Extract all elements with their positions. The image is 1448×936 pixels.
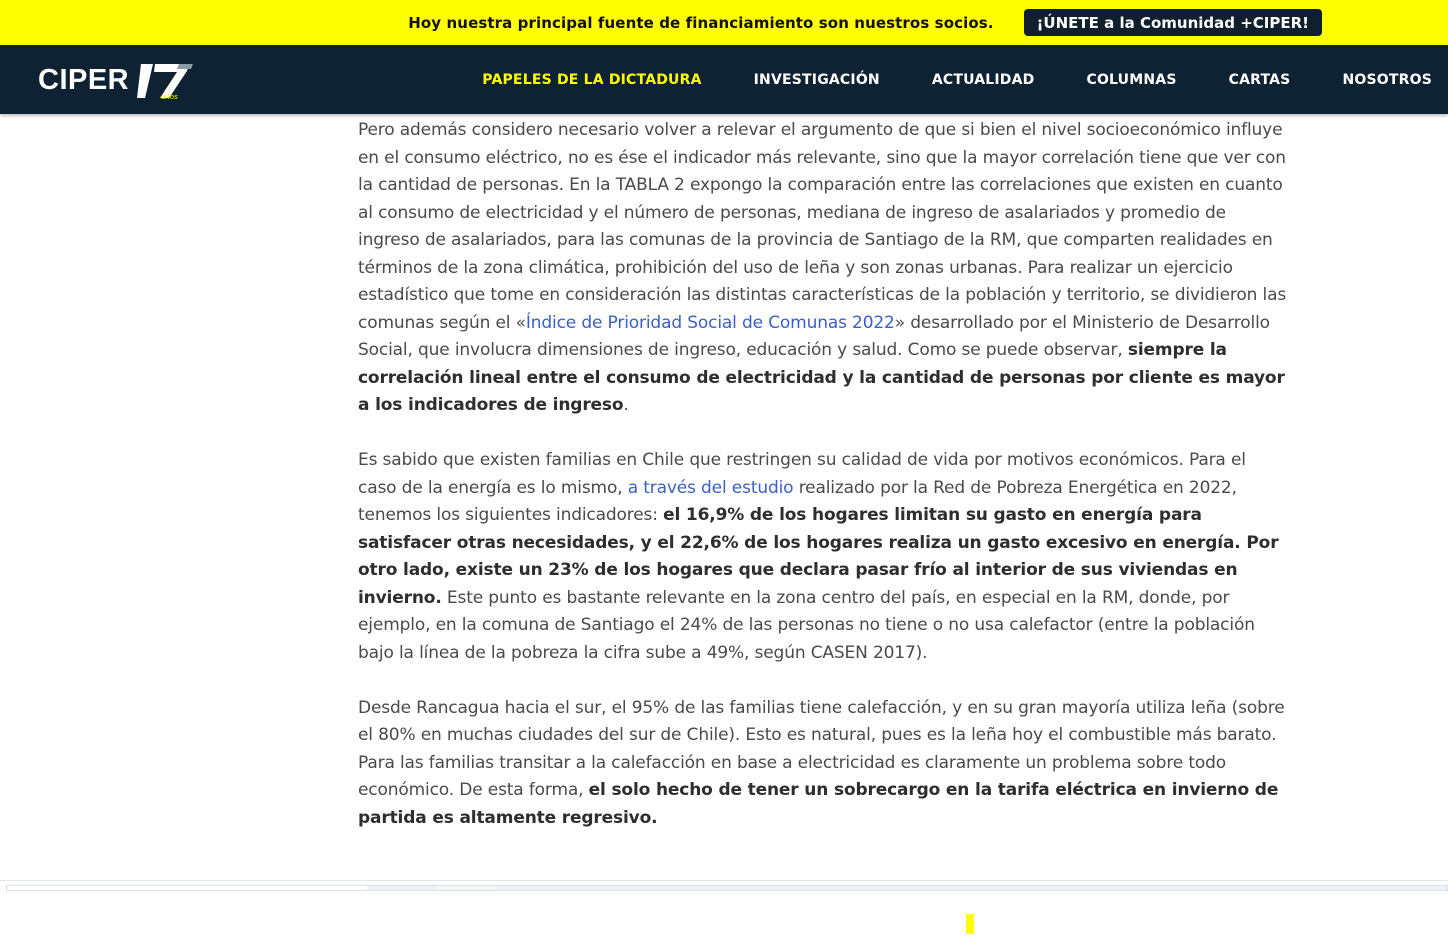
link-indice-prioridad-social[interactable]: Índice de Prioridad Social de Comunas 2022 (525, 312, 895, 333)
scrollbar-thumb[interactable] (7, 886, 367, 890)
yellow-marker (966, 914, 974, 934)
site-header (0, 45, 1448, 114)
logo-wordmark: CIPER (38, 63, 130, 96)
text-segment: realizado por la Red de Pobreza Energética en 2022, tenemos los siguientes indicadores: (358, 477, 1237, 525)
logo-anos: años (161, 93, 178, 101)
support-message: Hoy nuestra principal fuente de financiamiento son nuestros socios. (408, 13, 994, 32)
link-estudio[interactable]: a través del estudio (627, 477, 794, 498)
text-segment: Desde Rancagua hacia el sur, el 95% de las familias tiene calefacción, y en su gran mayoría utiliza leña (sobre el 80% en muchas ciudades del sur de Chile). Esto es natural, pues es la leña hoy el combustible más barato. Para las familias transitar a la calefacción en base a electricidad es claramente un problema sobre todo económico. De esta forma, (358, 697, 1285, 800)
text-segment: Este punto es bastante relevante en la zona centro del país, en especial en la RM, donde, por ejemplo, en la comuna de Santiago el 24% de las personas no tiene o no usa calefactor (entre la población bajo la línea de la pobreza la cifra sube a 49%, según CASEN 2017). (358, 587, 1255, 663)
scrollbar-segment (437, 886, 495, 890)
text-segment: . (623, 395, 629, 415)
paragraph-calefaccion-sur (358, 695, 1288, 833)
paragraph-consumo-personas (358, 117, 1288, 420)
nav-cartas[interactable]: CARTAS (1228, 71, 1291, 88)
bottom-bar (0, 880, 1448, 936)
highlight-indicadores: el 16,9% de los hogares limitan su gasto en energía para satisfacer otras necesidades, y el 22,6% de los hogares realiza un gasto excesivo en energía. Por otro lado, existe un 23% de los hogares que declara pasar frío al interior de sus viviendas en invierno. (358, 505, 1279, 608)
nav-actualidad[interactable]: ACTUALIDAD (931, 71, 1035, 88)
horizontal-scrollbar[interactable] (6, 885, 1448, 891)
article-body (358, 117, 1288, 860)
highlight-correlacion: siempre la correlación lineal entre el consumo de electricidad y la cantidad de personas por cliente es mayor a los indicadores de ingreso (358, 340, 1285, 415)
nav-nosotros[interactable]: NOSOTROS (1342, 71, 1432, 88)
anniversary-17-icon (135, 58, 195, 102)
main-nav (430, 45, 1432, 114)
paragraph-pobreza-energetica (358, 447, 1288, 667)
text-segment: » desarrollado por el Ministerio de Desarrollo Social, que involucra dimensiones de ingreso, educación y salud. Como se puede observar, (358, 312, 1270, 360)
site-logo[interactable] (38, 55, 195, 105)
support-banner (0, 0, 1448, 45)
text-segment: Es sabido que existen familias en Chile que restringen su calidad de vida por motivos económicos. Para el caso de la energía es lo mismo, (358, 450, 1246, 498)
nav-papeles-dictadura[interactable]: PAPELES DE LA DICTADURA (482, 71, 702, 88)
text-segment: Pero además considero necesario volver a relevar el argumento de que si bien el nivel socioeconómico influye en el consumo eléctrico, no es ése el indicador más relevante, sino que la mayor correlación tiene que ver con la cantidad de personas. En la TABLA 2 expongo la comparación entre las correlaciones que existen en cuanto al consumo de electricidad y el número de personas, mediana de ingreso de asalariados y promedio de ingreso de asalariados, para las comunas de la provincia de Santiago de la RM, que comparten realidades en términos de la zona climática, prohibición del uso de leña y son zonas urbanas. Para realizar un ejercicio estadístico que tome en consideración las distintas características de la población y territorio, se dividieron las comunas según el « (358, 120, 1287, 333)
join-community-button[interactable]: ¡ÚNETE a la Comunidad +CIPER! (1024, 9, 1322, 36)
nav-columnas[interactable]: COLUMNAS (1086, 71, 1177, 88)
nav-investigacion[interactable]: INVESTIGACIÓN (753, 71, 880, 88)
highlight-regresivo: el solo hecho de tener un sobrecargo en la tarifa eléctrica en invierno de partida es altamente regresivo. (358, 780, 1279, 828)
